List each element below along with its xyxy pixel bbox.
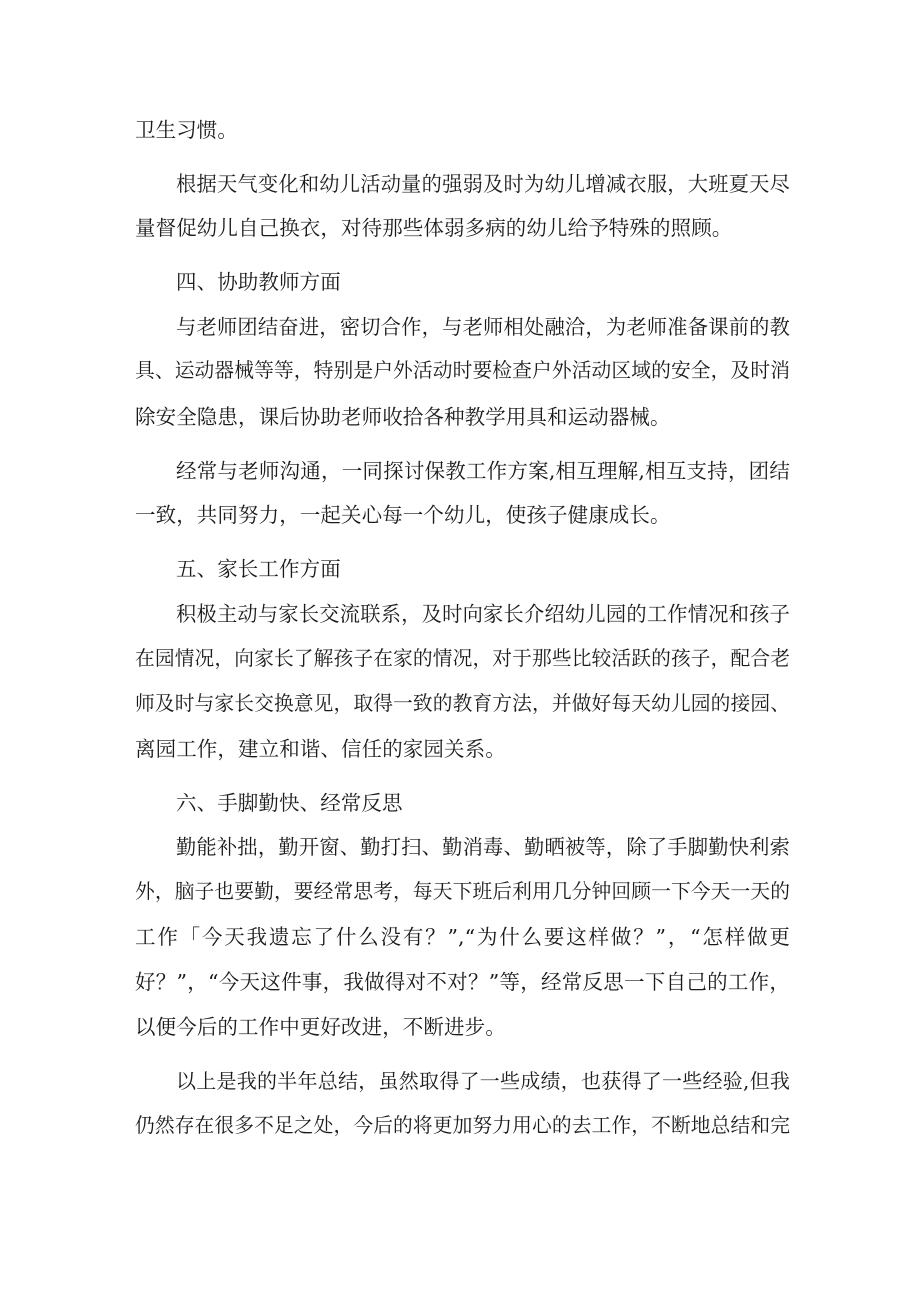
paragraph-line: 仍然存在很多不足之处，今后的将更加努力用心的去工作，不断地总结和完 <box>135 1114 791 1137</box>
paragraph-line: 卫生习惯。 <box>135 118 238 142</box>
paragraph-line: 工作「今天我遗忘了什么没有？”,“为什么要这样做？”，“怎样做更 <box>135 925 790 949</box>
paragraph-line: 勤能补拙，勤开窗、勤打扫、勤消毒、勤晒被等，除了手脚勤快利索 <box>176 835 790 859</box>
paragraph-line: 具、运动器械等等，特别是户外活动时要检查户外活动区域的安全，及时消 <box>135 359 791 382</box>
paragraph-line: 积极主动与家长交流联系，及时向家长介绍幼儿园的工作情况和孩子 <box>176 602 790 626</box>
paragraph-line: 量督促幼儿自己换衣，对待那些体弱多病的幼儿给予特殊的照顾。 <box>135 216 733 240</box>
paragraph-line: 师及时与家长交换意见，取得一致的教育方法，并做好每天幼儿园的接园、 <box>135 692 791 715</box>
paragraph-line: 外，脑子也要勤，要经常思考，每天下班后利用几分钟回顾一下今天一天的 <box>135 880 791 903</box>
paragraph-line: 根据天气变化和幼儿活动量的强弱及时为幼儿增减衣服，大班夏天尽 <box>176 172 790 196</box>
section-heading: 六、手脚勤快、经常反思 <box>176 791 403 815</box>
paragraph-line: 以便今后的工作中更好改进，不断进步。 <box>135 1015 506 1039</box>
paragraph-line: 在园情况，向家长了解孩子在家的情况，对于那些比较活跃的孩子，配合老 <box>135 647 791 670</box>
paragraph-line: 以上是我的半年总结，虽然取得了一些成绩，也获得了一些经验,但我 <box>176 1069 790 1093</box>
paragraph-line: 离园工作，建立和谐、信任的家园关系。 <box>135 737 506 761</box>
paragraph-line: 与老师团结奋进，密切合作，与老师相处融洽，为老师准备课前的教 <box>176 315 790 339</box>
paragraph-line: 一致，共同努力，一起关心每一个幼儿，使孩子健康成长。 <box>135 503 671 527</box>
paragraph-line: 除安全隐患，课后协助老师收拾各种教学用具和运动器械。 <box>135 405 671 429</box>
paragraph-line: 经常与老师沟通，一同探讨保教工作方案,相互理解,相互支持，团结 <box>176 459 790 483</box>
section-heading: 四、协助教师方面 <box>176 270 341 294</box>
paragraph-line: 好？”，“今天这件事，我做得对不对？”等，经常反思一下自己的工作， <box>135 970 790 994</box>
section-heading: 五、家长工作方面 <box>176 557 341 581</box>
